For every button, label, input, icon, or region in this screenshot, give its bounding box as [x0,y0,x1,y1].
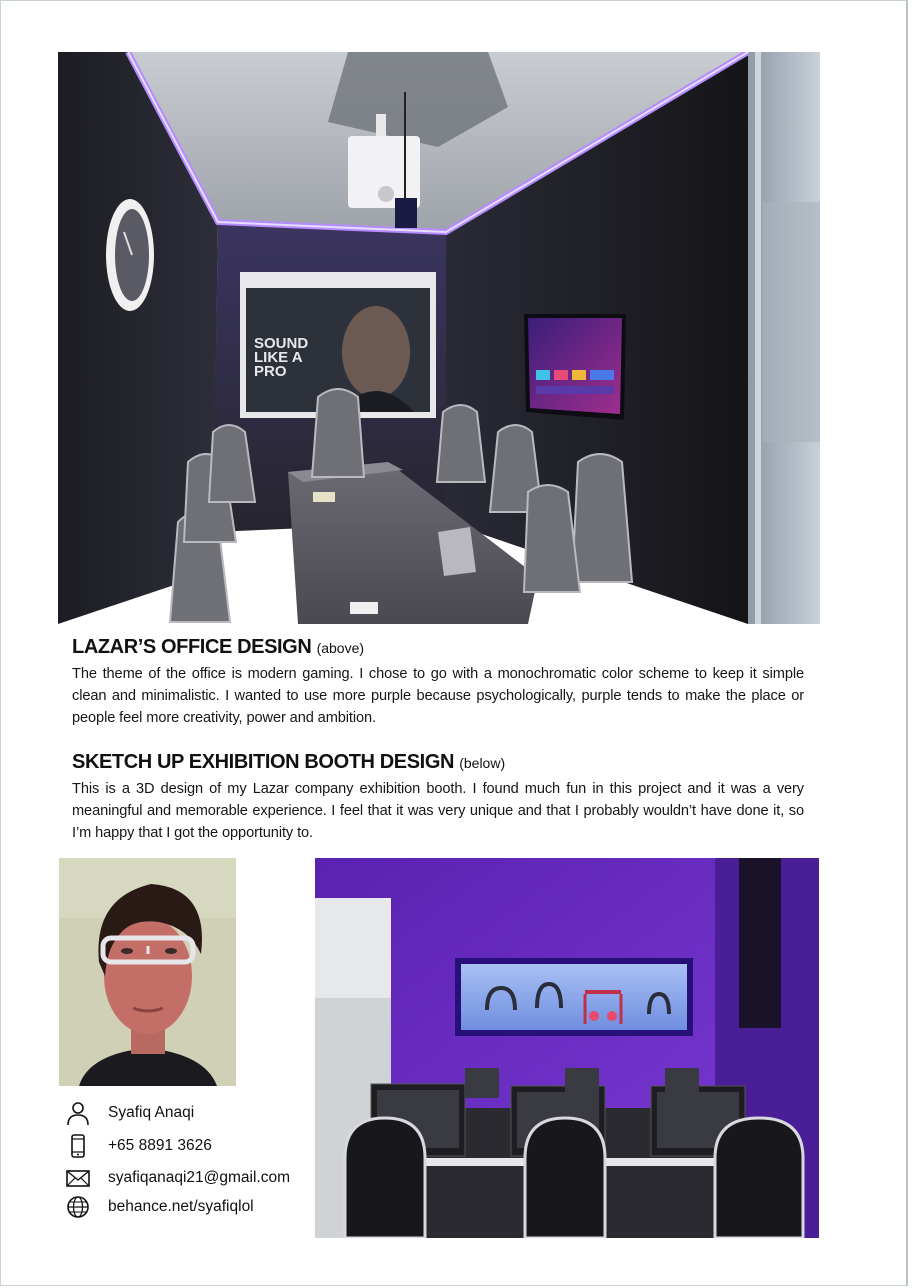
portrait-photo [59,858,236,1086]
contact-name: Syafiq Anaqi [108,1104,195,1121]
contact-website-row [64,1193,314,1221]
phone-icon [64,1132,92,1160]
booth-design-heading [72,751,505,774]
contact-website[interactable]: behance.net/syafiqlol [108,1198,254,1215]
screen-poster-line-2: LIKE A [254,349,303,366]
screen-poster-line-1: SOUND [254,335,309,352]
globe-icon [64,1193,92,1221]
contact-phone[interactable]: +65 8891 3626 [108,1137,212,1154]
person-icon [64,1099,92,1127]
booth-design-description: This is a 3D design of my Lazar company exhibition booth. I found much fun in this project and it was a very meaningful and memorable experience. I feel that it was very unique and that I probably wouldn’t have done it, so I’m happy that I got the opportunity to. [72,781,804,841]
office-design-description: The theme of the office is modern gaming. I chose to go with a monochromatic color scheme to keep it simple clean and minimalistic. I wanted to use more purple because psychologically, purple tends to make the place or people feel more creativity, power and ambition. [72,666,804,726]
office-design-title: LAZAR’S OFFICE DESIGN [72,636,312,658]
booth-render-image [315,858,819,1238]
contact-email-row [64,1164,314,1192]
envelope-icon [64,1164,92,1192]
screen-poster-line-3: PRO [254,363,287,380]
office-design-heading [72,636,364,659]
office-render-image [58,52,820,624]
contact-name-row [64,1099,314,1127]
booth-design-note: (below) [459,755,506,771]
office-design-note: (above) [316,640,365,656]
contact-email[interactable]: syafiqanaqi21@gmail.com [108,1169,291,1186]
booth-design-title: SKETCH UP EXHIBITION BOOTH DESIGN [72,751,455,773]
contact-phone-row [64,1132,314,1160]
